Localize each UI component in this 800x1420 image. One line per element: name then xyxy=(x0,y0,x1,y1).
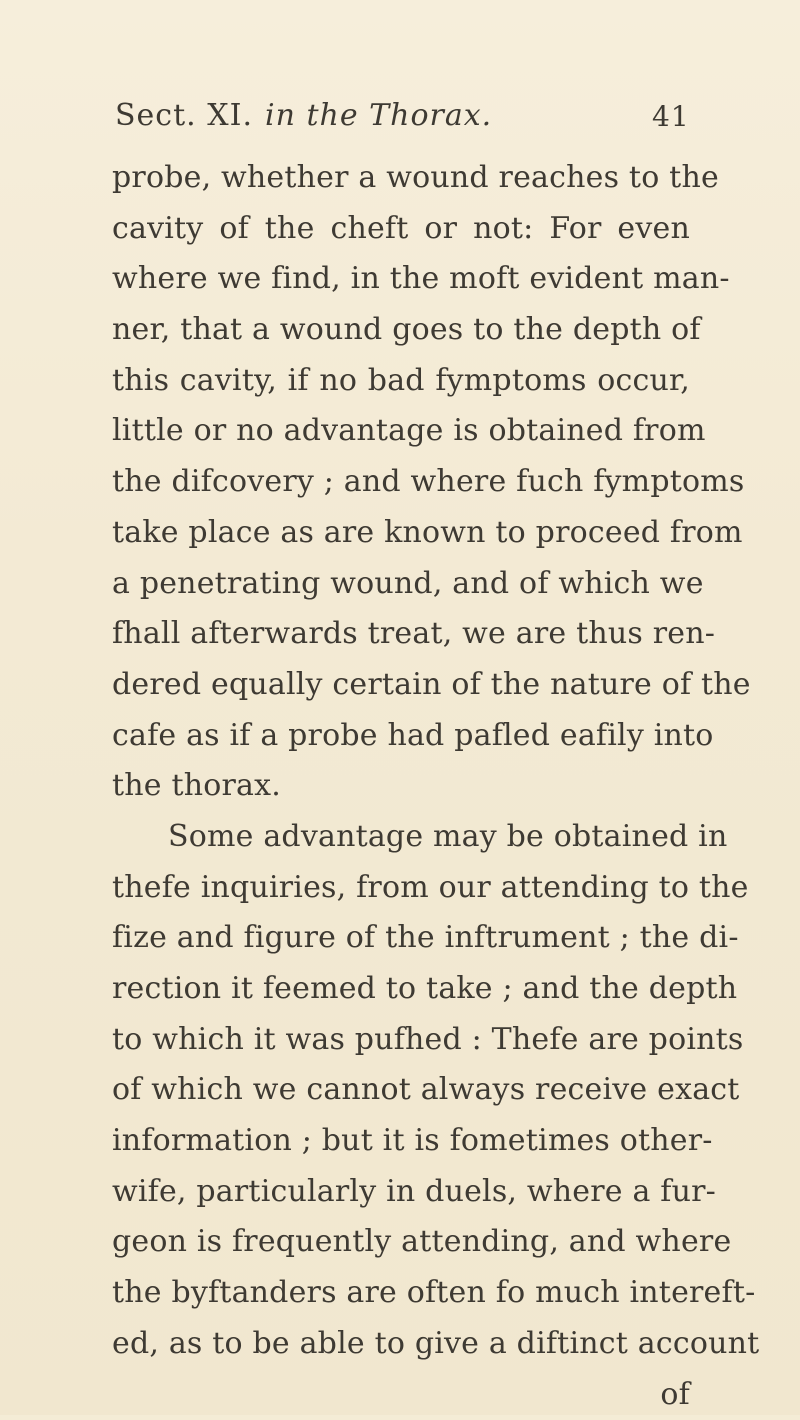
text-line: the thorax. xyxy=(112,761,690,812)
text-line: information ; but it is fometimes other- xyxy=(112,1116,690,1167)
page-number: 41 xyxy=(652,100,690,133)
text-line: fhall afterwards treat, we are thus ren- xyxy=(112,609,690,660)
text-line: the byftanders are often fo much intereft- xyxy=(112,1268,690,1319)
text-line: ner, that a wound goes to the depth of xyxy=(112,305,690,356)
running-title: in the Thorax. xyxy=(265,98,492,133)
text-line: take place as are known to proceed from xyxy=(112,508,690,559)
text-line: ed, as to be able to give a diftinct account xyxy=(112,1319,690,1370)
text-line: to which it was pufhed : Thefe are points xyxy=(112,1015,690,1066)
text-line: of which we cannot always receive exact xyxy=(112,1065,690,1116)
text-line: dered equally certain of the nature of the xyxy=(112,660,690,711)
text-line: probe, whether a wound reaches to the xyxy=(112,153,690,204)
text-line: little or no advantage is obtained from xyxy=(112,406,690,457)
text-line: cafe as if a probe had pafled eafily into xyxy=(112,711,690,762)
text-line: the difcovery ; and where fuch fymptoms xyxy=(112,457,690,508)
text-line: geon is frequently attending, and where xyxy=(112,1217,690,1268)
running-head xyxy=(0,98,800,148)
body-text xyxy=(112,153,690,1420)
text-line: this cavity, if no bad fymptoms occur, xyxy=(112,356,690,407)
text-line: where we find, in the moft evident man- xyxy=(112,254,690,305)
text-line: rection it feemed to take ; and the depth xyxy=(112,964,690,1015)
text-line: cavity of the cheft or not: For even xyxy=(112,204,690,255)
section-label: Sect. XI. xyxy=(115,98,253,133)
catchword: of xyxy=(112,1370,690,1420)
text-line: wife, particularly in duels, where a fur- xyxy=(112,1167,690,1218)
text-line: Some advantage may be obtained in xyxy=(112,812,690,863)
text-line: fize and figure of the inftrument ; the di- xyxy=(112,913,690,964)
text-line: a penetrating wound, and of which we xyxy=(112,559,690,610)
text-line: thefe inquiries, from our attending to the xyxy=(112,863,690,914)
